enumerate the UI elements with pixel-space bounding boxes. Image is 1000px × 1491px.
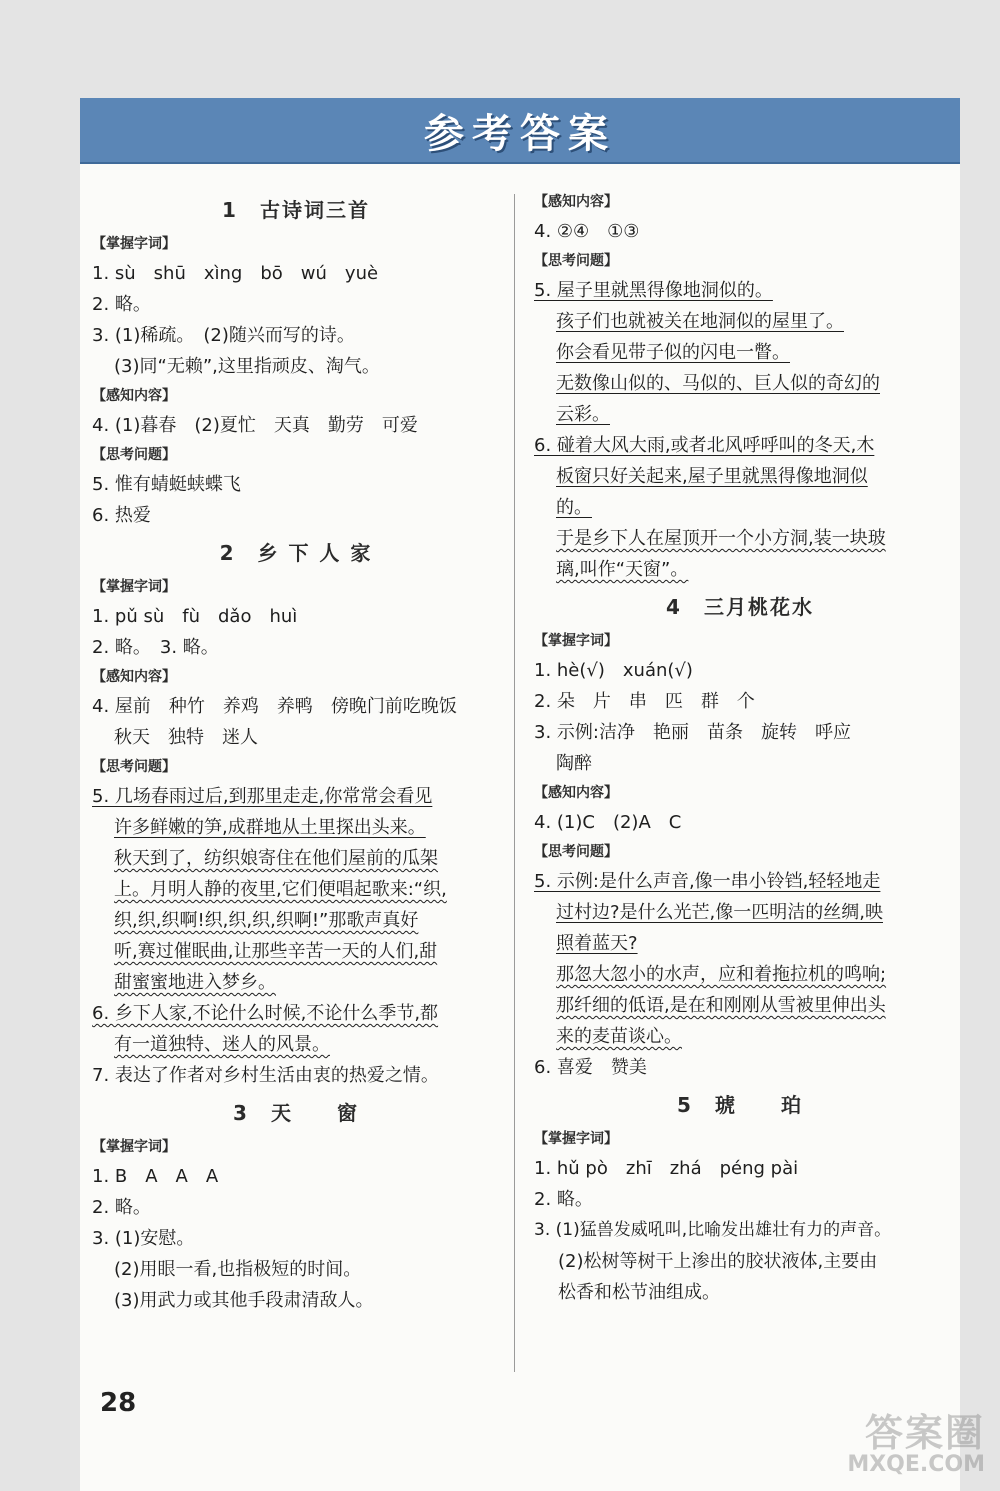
lesson-4-q5-line-4: 那忽大忽小的水声，应和着拖拉机的鸣响;	[556, 964, 887, 985]
lesson-3-q3c: (3)用武力或其他手段肃清敌人。	[114, 1290, 374, 1311]
lesson-3-tag-questions: 【思考问题】	[534, 253, 618, 269]
lesson-2-q6-line-1: 6. 乡下人家,不论什么时候,不论什么季节,都	[92, 1003, 439, 1024]
lesson-2-title: 2 乡 下 人 家	[219, 541, 373, 565]
lesson-2-tag-questions: 【思考问题】	[92, 759, 176, 775]
answer-banner	[80, 98, 960, 164]
lesson-1-q2: 2. 略。	[92, 294, 151, 315]
lesson-5-q3a: 3. (1)猛兽发威吼叫,比喻发出雄壮有力的声音。	[534, 1220, 892, 1240]
lesson-1-q3a: 3. (1)稀疏。 (2)随兴而写的诗。	[92, 325, 355, 346]
lesson-2-tag-content: 【感知内容】	[92, 669, 176, 685]
lesson-4-tag-content: 【感知内容】	[534, 785, 618, 801]
lesson-2-q5-line-2: 许多鲜嫩的笋,成群地从土里探出头来。	[114, 817, 426, 838]
lesson-4-tag-words: 【掌握字词】	[534, 633, 618, 649]
lesson-3-q5-line-1: 5. 屋子里就黑得像地洞似的。	[534, 280, 773, 301]
lesson-3-tag-words: 【掌握字词】	[92, 1139, 176, 1155]
watermark-main: 答案圈	[864, 1411, 985, 1455]
lesson-4-q5-line-5: 那纤细的低语,是在和刚刚从雪被里伸出头	[556, 995, 886, 1016]
right-column	[534, 188, 946, 1308]
banner-title: 参考答案	[424, 110, 616, 157]
lesson-4-q3a: 3. 示例:洁净 艳丽 苗条 旋转 呼应	[534, 722, 851, 743]
lesson-2-q5-line-1: 5. 几场春雨过后,到那里走走,你常常会看见	[92, 786, 433, 807]
lesson-3-title: 3 天 窗	[233, 1101, 359, 1125]
lesson-3-q4: 4. ②④ ①③	[534, 221, 640, 242]
lesson-1-tag-words: 【掌握字词】	[92, 236, 176, 252]
lesson-2-q7: 7. 表达了作者对乡村生活由衷的热爱之情。	[92, 1065, 439, 1086]
lesson-1-q6: 6. 热爱	[92, 505, 151, 526]
watermark-sub: MXQE.COM	[847, 1452, 985, 1477]
lesson-4-q4: 4. (1)C (2)A C	[534, 812, 682, 833]
lesson-5-tag-words: 【掌握字词】	[534, 1131, 618, 1147]
lesson-4-q5-line-6: 来的麦苗谈心。	[556, 1026, 682, 1047]
lesson-2-q4b: 秋天 独特 迷人	[114, 727, 258, 748]
lesson-1-q4: 4. (1)暮春 (2)夏忙 天真 勤劳 可爱	[92, 415, 418, 436]
lesson-5-q1: 1. hǔ pò zhī zhá péng pài	[534, 1158, 799, 1179]
lesson-3-q5-line-5: 云彩。	[556, 404, 610, 425]
lesson-4-q1: 1. hè(√) xuán(√)	[534, 660, 693, 681]
lesson-4-q2: 2. 朵 片 串 匹 群 个	[534, 691, 755, 712]
lesson-4-q6: 6. 喜爱 赞美	[534, 1057, 647, 1078]
lesson-2-q5-line-6: 听,赛过催眠曲,让那些辛苦一天的人们,甜	[114, 941, 438, 962]
lesson-2-q2: 2. 略。 3. 略。	[92, 637, 219, 658]
page-number: 28	[100, 1388, 137, 1418]
lesson-2-q6-line-2: 有一道独特、迷人的风景。	[114, 1034, 330, 1055]
lesson-3-q1: 1. B A A A	[92, 1166, 219, 1187]
lesson-3-q3a: 3. (1)安慰。	[92, 1228, 195, 1249]
lesson-4-q5-line-2: 过村边?是什么光芒,像一匹明洁的丝绸,映	[556, 902, 883, 923]
lesson-5-q3b: (2)松树等树干上渗出的胶状液体,主要由	[558, 1251, 878, 1272]
lesson-4-q3b: 陶醉	[556, 753, 592, 774]
lesson-3-tag-content: 【感知内容】	[534, 194, 618, 210]
lesson-1-title: 1 古诗词三首	[222, 198, 370, 222]
lesson-2-q4a: 4. 屋前 种竹 养鸡 养鸭 傍晚门前吃晚饭	[92, 696, 457, 717]
lesson-4-q5-line-1: 5. 示例:是什么声音,像一串小铃铛,轻轻地走	[534, 871, 881, 892]
lesson-1-q1: 1. sù shū xìng bō wú yuè	[92, 263, 379, 284]
lesson-3-q6-line-3: 的。	[556, 497, 592, 518]
lesson-1-q5: 5. 惟有蜻蜓蛱蝶飞	[92, 474, 241, 495]
lesson-4-q5-line-3: 照着蓝天?	[556, 933, 638, 954]
site-watermark	[815, 1402, 995, 1487]
lesson-3-q5-line-2: 孩子们也就被关在地洞似的屋里了。	[556, 311, 844, 332]
lesson-3-q5-line-3: 你会看见带子似的闪电一瞥。	[556, 342, 790, 363]
lesson-3-q5-line-4: 无数像山似的、马似的、巨人似的奇幻的	[556, 373, 880, 394]
lesson-4-title: 4 三月桃花水	[666, 595, 814, 619]
lesson-2-q5-line-4: 上。月明人静的夜里,它们便唱起歌来:“织,	[114, 879, 447, 900]
lesson-1-tag-questions: 【思考问题】	[92, 447, 176, 463]
lesson-3-q6-line-1: 6. 碰着大风大雨,或者北风呼呼叫的冬天,木	[534, 435, 875, 456]
lesson-3-q6-line-4: 于是乡下人在屋顶开一个小方洞,装一块玻	[556, 528, 886, 549]
lesson-4-tag-questions: 【思考问题】	[534, 844, 618, 860]
left-column	[92, 188, 500, 1316]
lesson-3-q6-line-5: 璃,叫作“天窗”。	[556, 559, 689, 580]
lesson-2-q5-line-7: 甜蜜蜜地进入梦乡。	[114, 972, 276, 993]
lesson-5-q3c: 松香和松节油组成。	[558, 1282, 720, 1303]
lesson-3-q3b: (2)用眼一看,也指极短的时间。	[114, 1259, 362, 1280]
lesson-5-q2: 2. 略。	[534, 1189, 593, 1210]
lesson-2-tag-words: 【掌握字词】	[92, 579, 176, 595]
lesson-3-q6-line-2: 板窗只好关起来,屋子里就黑得像地洞似	[556, 466, 868, 487]
lesson-1-tag-content: 【感知内容】	[92, 388, 176, 404]
lesson-5-title: 5 琥 珀	[677, 1093, 803, 1117]
lesson-2-q1: 1. pǔ sù fù dǎo huì	[92, 606, 298, 627]
lesson-3-q2: 2. 略。	[92, 1197, 151, 1218]
column-divider	[514, 194, 515, 1372]
lesson-2-q5-line-3: 秋天到了，纺织娘寄住在他们屋前的瓜架	[114, 848, 438, 869]
lesson-2-q5-line-5: 织,织,织啊!织,织,织,织啊!”那歌声真好	[114, 910, 419, 931]
lesson-1-q3b: (3)同“无赖”,这里指顽皮、淘气。	[114, 356, 380, 377]
